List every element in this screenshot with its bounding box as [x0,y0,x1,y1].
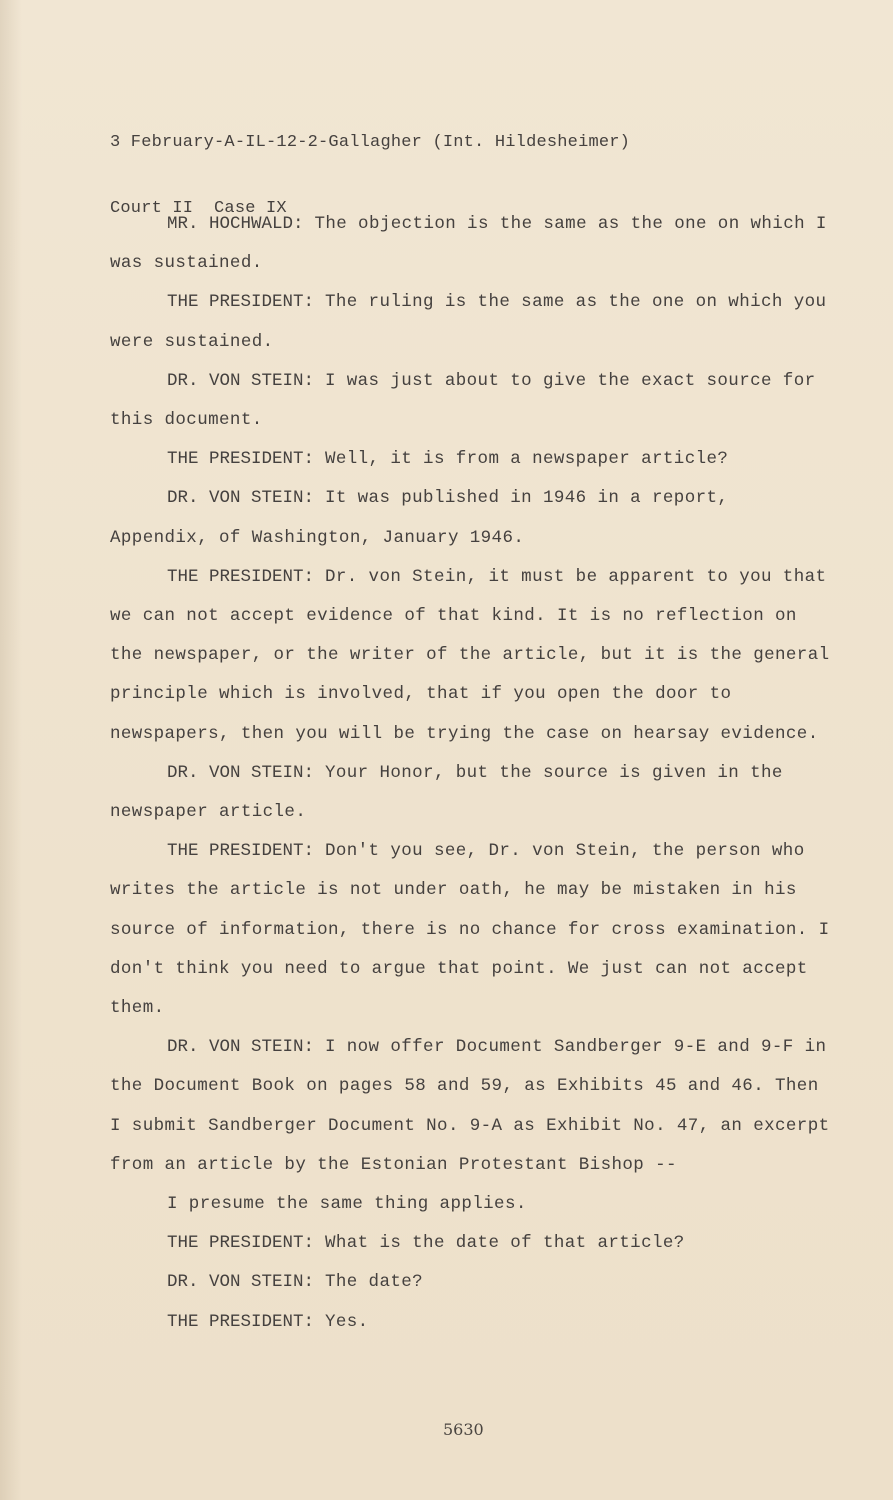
paragraph-text: It was published in 1946 in a report, Appendix, of Washington, January 1946. [110,488,729,548]
paragraph [110,205,830,283]
paragraph-text: Your Honor, but the source is given in the newspaper article. [110,762,783,823]
header-line-1: 3 February-A-IL-12-2-Gallagher (Int. Hildesheimer) [110,133,631,152]
speaker-label: DR. VON STEIN: [167,488,315,509]
speaker-label: THE PRESIDENT: [167,841,315,862]
paragraph [110,1185,830,1224]
transcript-body [110,205,830,1342]
page-number: 5630 [443,1420,484,1439]
speaker-label: DR. VON STEIN: [167,762,315,783]
paragraph [110,1028,830,1185]
paragraph [110,1224,830,1263]
paragraph [110,832,830,1028]
paragraph-text: The date? [324,1272,424,1293]
paragraph-text: I now offer Document Sandberger 9-E and 9-F in the Document Book on pages 58 and 59, as Exhibits 45 and 46. Then I submit Sandberger Document No. 9-A as Exhibit No. 47, an excerpt from an article by the Estonian Protestant Bishop -- [110,1037,830,1175]
paragraph [110,754,830,832]
header-line-2: Court II Case IX [110,199,287,218]
speaker-label: DR. VON STEIN: [167,1272,315,1293]
paragraph-text: Well, it is from a newspaper article? [324,449,729,470]
paragraph-text: Don't you see, Dr. von Stein, the person who writes the article is not under oath, he may be mistaken in his source of information, there is no chance for cross examination. I don't think you need to argue that point. We just can not accept them. [110,841,830,1019]
paragraph [110,283,830,361]
paragraph [110,440,830,479]
paragraph-text: The ruling is the same as the one on which you were sustained. [110,292,827,352]
paragraph-text: What is the date of that article? [324,1233,685,1254]
speaker-label: THE PRESIDENT: [167,1233,315,1254]
paragraph-text: The objection is the same as the one on which I was sustained. [110,214,827,274]
paragraph [110,479,830,557]
paragraph [110,1263,830,1302]
paragraph [110,362,830,440]
speaker-label: THE PRESIDENT: [167,1311,315,1332]
page-edge-shadow [0,0,22,1500]
speaker-label: MR. HOCHWALD: [167,214,304,234]
speaker-label: DR. VON STEIN: [167,1037,315,1058]
paragraph-text: Dr. von Stein, it must be apparent to you that we can not accept evidence of that kind. It is no reflection on the newspaper, or the writer of the article, but it is the general principle which is involved, that if you open the door to newspapers, then you will be trying the case on hearsay evidence. [110,566,830,744]
paragraph-text: Yes. [324,1311,369,1332]
speaker-label: THE PRESIDENT: [167,449,315,470]
paragraph-text: I was just about to give the exact source for this document. [110,370,816,431]
paragraph [110,558,830,754]
speaker-label: THE PRESIDENT: [167,566,315,587]
paragraph-text: I presume the same thing applies. [167,1194,527,1215]
paragraph [110,1303,830,1342]
speaker-label: THE PRESIDENT: [167,292,315,313]
speaker-label: DR. VON STEIN: [167,370,315,391]
